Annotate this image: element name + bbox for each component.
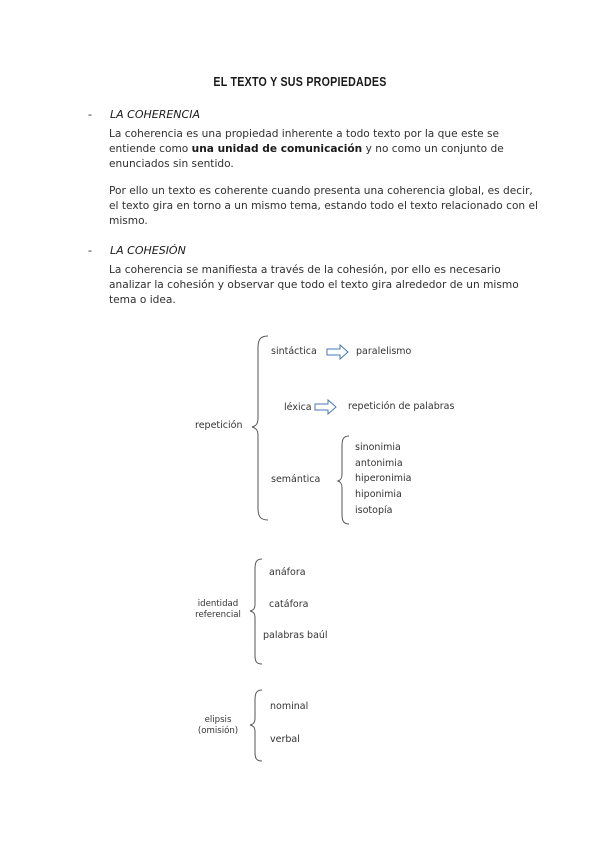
root-line: identidad [197,599,239,609]
identidad-item: anáfora [269,567,306,578]
section-title: LA COHERENCIA [110,108,200,121]
diagram-root-repeticion: repetición [195,420,243,431]
elipsis-item: verbal [270,734,300,745]
paragraph-coherencia-global: Por ello un texto es coherente cuando presenta una coherencia global, es decir, el texto gira en torno a un mismo tema, estando todo el texto relacionado con el mismo. [109,185,538,227]
diagram-root-elipsis [192,715,244,737]
branch-lexica: léxica [284,402,312,413]
section-title: LA COHESIÓN [110,244,186,257]
result-paralelismo: paralelismo [356,346,412,357]
text-span: La coherencia es una propiedad inherente a todo texto por la que este se entiende como [109,128,500,155]
bold-text: una unidad de comunicación [191,143,363,155]
branch-semantica: semántica [271,474,321,485]
brace-elipsis [250,690,262,761]
identidad-item: catáfora [269,599,309,610]
brace-identidad-referencial [250,559,262,664]
identidad-item: palabras baúl [263,630,328,641]
brace-repeticion [252,336,268,520]
semantica-item: antonimia [355,458,403,469]
root-line: referencial [195,610,241,620]
arrow-icon [327,345,348,359]
elipsis-item: nominal [270,701,309,712]
paragraph-cohesion: La coherencia se manifiesta a través de la cohesión, por ello es necesario analizar la cohesión y observar que todo el texto gira alrededor de un mismo tema o idea. [109,264,519,306]
root-line: elipsis [204,715,232,725]
branch-sintactica: sintáctica [271,346,317,357]
brace-semantica [338,436,349,524]
diagram-root-identidad-referencial [190,599,246,621]
bullet-dash: - [88,244,92,257]
semantica-item: hiperonimia [355,473,412,484]
arrow-icon [315,400,336,414]
document-title: EL TEXTO Y SUS PROPIEDADES [213,74,387,89]
semantica-item: hiponimia [355,489,402,500]
bullet-dash: - [88,108,92,121]
root-line: (omisión) [197,726,239,736]
semantica-item: isotopía [355,505,393,516]
text-span: y no como un conjunto de enunciados sin sentido. [109,143,504,170]
result-repeticion-de-palabras: repetición de palabras [348,401,455,412]
semantica-item: sinonimia [355,442,401,453]
